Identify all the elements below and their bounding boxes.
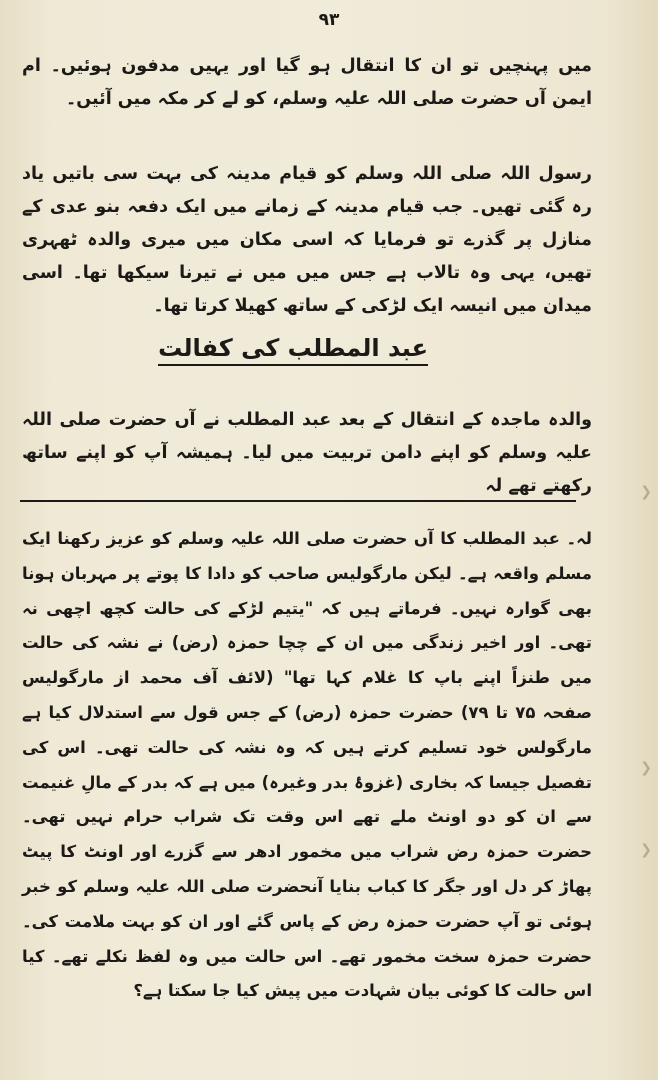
margin-binding-mark: ❯: [640, 484, 652, 500]
footnote: [22, 522, 592, 1009]
page-number: ۹۳: [318, 10, 340, 30]
paragraph-1: [22, 50, 592, 116]
paragraph-text: والدہ ماجدہ کے انتقال کے بعد عبد المطلب نے آں حضرت صلی اللہ علیہ وسلم کو اپنے دامن تربیت میں لیا۔ ہمیشہ آپ کو اپنے ساتھ رکھتے تھے لہ: [22, 410, 592, 496]
paragraph-text: رسول اللہ صلی اللہ وسلم کو قیام مدینہ کی بہت سی باتیں یاد رہ گئی تھیں۔ جب قیام مدینہ کے زمانے میں ایک دفعہ بنو عدی کے منازل پر گذرے تو فرمایا کہ اسی مکان میں میری والدہ ٹھہری تھیں، یہی وہ تالاب ہے جس میں میں نے تیرنا سیکھا تھا۔ اسی میدان میں انیسہ ایک لڑکی کے ساتھ کھیلا کرتا تھا۔: [22, 164, 592, 316]
paragraph-3: [22, 404, 592, 503]
paragraph-2: [22, 158, 592, 323]
margin-binding-mark: ❯: [640, 842, 652, 858]
margin-binding-mark: ❯: [640, 760, 652, 776]
footnote-divider: [20, 500, 576, 502]
paragraph-text: میں پہنچیں تو ان کا انتقال ہو گیا اور یہیں مدفون ہوئیں۔ ام ایمن آں حضرت صلی اللہ علیہ وسلم، کو لے کر مکہ میں آئیں۔: [22, 56, 592, 109]
section-heading: عبد المطلب کی کفالت: [158, 334, 428, 366]
footnote-text: لہ۔ عبد المطلب کا آں حضرت صلی اللہ علیہ وسلم کو عزیز رکھنا ایک مسلم واقعہ ہے۔ لیکن مارگولیس صاحب کو دادا کا پوتے پر مہربان ہونا بھی گوارہ نہیں۔ فرماتے ہیں کہ "یتیم لڑکے کی حالت کچھ اچھی نہ تھی۔ اور اخیر زندگی میں ان کے چچا حمزہ (رض) نے نشہ کی حالت میں طنزاً اپنے باپ کا غلام کہا تھا" (لائف آف محمد از مارگولیس صفحہ ۷۵ تا ۷۹) حضرت حمزہ (رض) کے جس قول سے استدلال کیا ہے مارگولس خود تسلیم کرتے ہیں کہ وہ نشہ کی حالت تھی۔ اس کی تفصیل جیسا کہ بخاری (غزوۂ بدر وغیرہ) میں ہے کہ بدر کے مالِ غنیمت سے ان کو دو اونٹ ملے تھے اس وقت تک شراب حرام نہیں تھی۔ حضرت حمزہ رض شراب میں مخمور ادھر سے گزرے اور اونٹ کا پیٹ پھاڑ کر دل اور جگر کا کباب بنایا آنحضرت صلی اللہ علیہ وسلم کو خبر ہوئی تو آپ حضرت حمزہ رض کے پاس گئے اور ان کو بہت ملامت کی۔ حضرت حمزہ سخت مخمور تھے۔ اس حالت میں وہ لفظ نکلے تھے۔ کیا اس حالت کا کوئی بیان شہادت میں پیش کیا جا سکتا ہے؟: [22, 529, 593, 1001]
